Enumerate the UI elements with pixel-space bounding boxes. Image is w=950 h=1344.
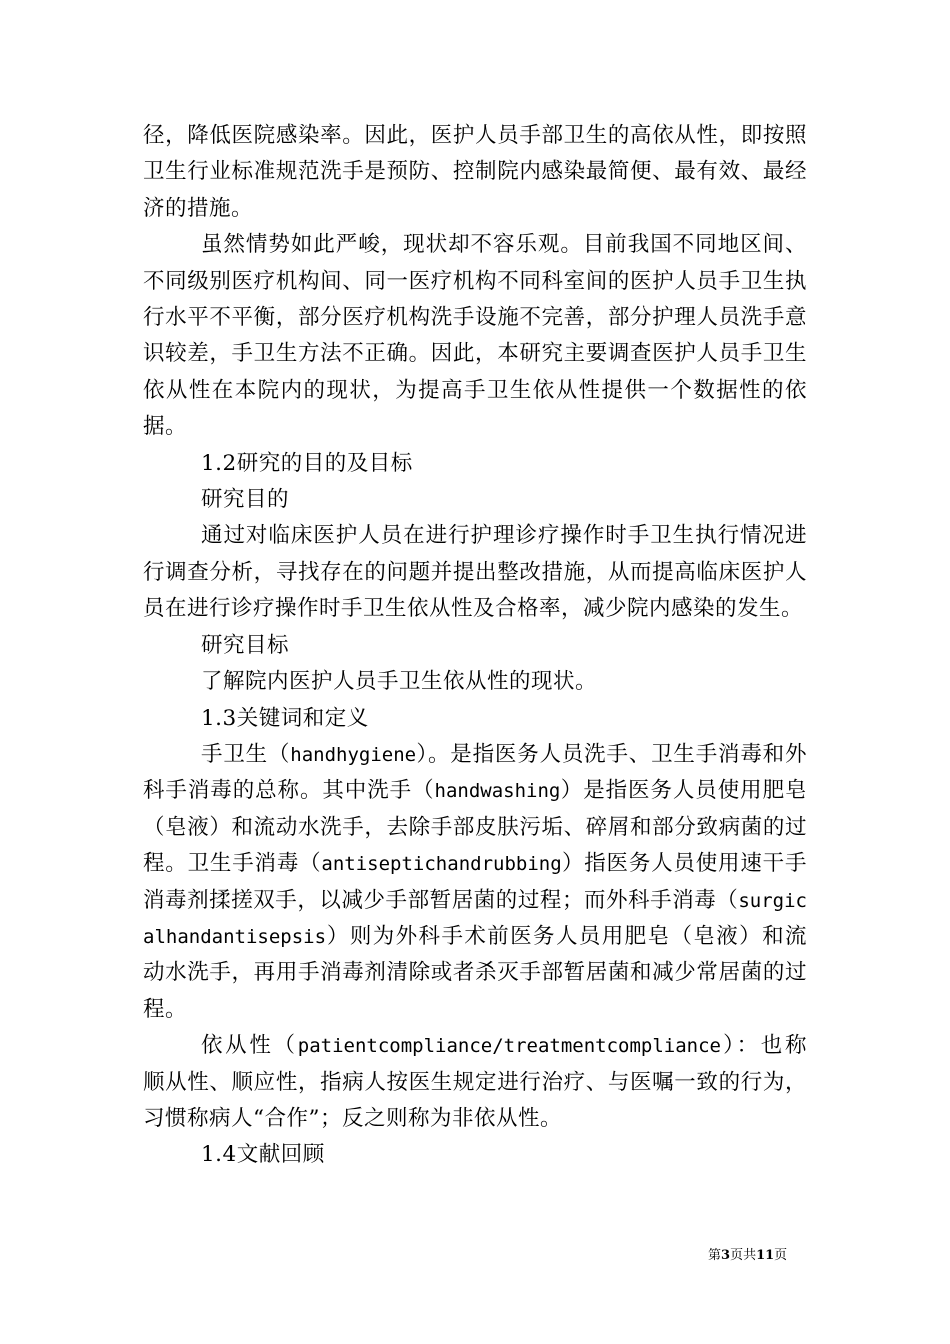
text-run: ）是指医务人员使用肥皂（皂液）和流动水洗手，去除手部皮肤污垢、碎屑和部分致病菌的过程。卫生手消毒（: [143, 778, 807, 877]
section-heading-1-4: 1.4文献回顾: [201, 1142, 325, 1168]
text-run: 依从性（: [201, 1033, 298, 1059]
footer-middle: 页共: [730, 1248, 757, 1263]
paragraph-current-situation: 虽然情势如此严峻，现状却不容乐观。目前我国不同地区间、不同级别医疗机构间、同一医疗机构不同科室间的医护人员手卫生执行水平不平衡，部分医疗机构洗手设施不完善，部分护理人员洗手意识较差，手卫生方法不正确。因此，本研究主要调查医护人员手卫生依从性在本院内的现状，为提高手卫生依从性提供一个数据性的依据。: [143, 232, 807, 440]
paragraph-hand-hygiene-definition: [143, 737, 807, 1028]
subheading-research-goal: 研究目标: [201, 632, 290, 658]
page-number: 3: [721, 1248, 731, 1263]
paragraph-compliance-definition: [143, 1028, 807, 1137]
text-run: ）则为外科手术前医务人员用肥皂（皂液）和流动水洗手，再用手消毒剂清除或者杀灭手部暂居菌和减少常居菌的过程。: [143, 923, 807, 1022]
text-run: 手卫生（: [201, 741, 291, 767]
text-run: ）。是指医务人员洗手、卫生手消毒和外科手消毒的总称。其中洗手（: [143, 741, 807, 804]
english-term: surgicalhandantisepsis: [143, 889, 807, 948]
subheading-research-purpose: 研究目的: [201, 487, 290, 513]
english-term: handhygiene: [290, 743, 417, 766]
english-term: antiseptichandrubbing: [321, 853, 562, 876]
page-footer: [708, 1248, 787, 1264]
footer-prefix: 第: [708, 1248, 722, 1263]
footer-suffix: 页: [774, 1248, 788, 1263]
section-heading-1-3: 1.3关键词和定义: [201, 705, 369, 731]
paragraph-research-purpose: 通过对临床医护人员在进行护理诊疗操作时手卫生执行情况进行调查分析，寻找存在的问题并提出整改措施，从而提高临床医护人员在进行诊疗操作时手卫生依从性及合格率，减少院内感染的发生。: [143, 523, 807, 622]
paragraph-continuation: 径，降低医院感染率。因此，医护人员手部卫生的高依从性，即按照卫生行业标准规范洗手是预防、控制院内感染最简便、最有效、最经济的措施。: [143, 123, 807, 221]
total-pages: 11: [756, 1248, 775, 1263]
paragraph-research-goal: 了解院内医护人员手卫生依从性的现状。: [201, 669, 598, 695]
english-term: patientcompliance/treatmentcompliance: [297, 1035, 721, 1058]
text-run: ）：也称顺从性、顺应性，指病人按医生规定进行治疗、与医嘱一致的行为，习惯称病人“合作”；反之则称为非依从性。: [143, 1033, 807, 1131]
english-term: handwashing: [434, 780, 561, 803]
section-heading-1-2: 1.2研究的目的及目标: [201, 450, 413, 476]
document-body: [143, 118, 807, 1174]
text-run: ）指医务人员使用速干手消毒剂揉搓双手，以减少手部暂居菌的过程；而外科手消毒（: [143, 851, 807, 913]
